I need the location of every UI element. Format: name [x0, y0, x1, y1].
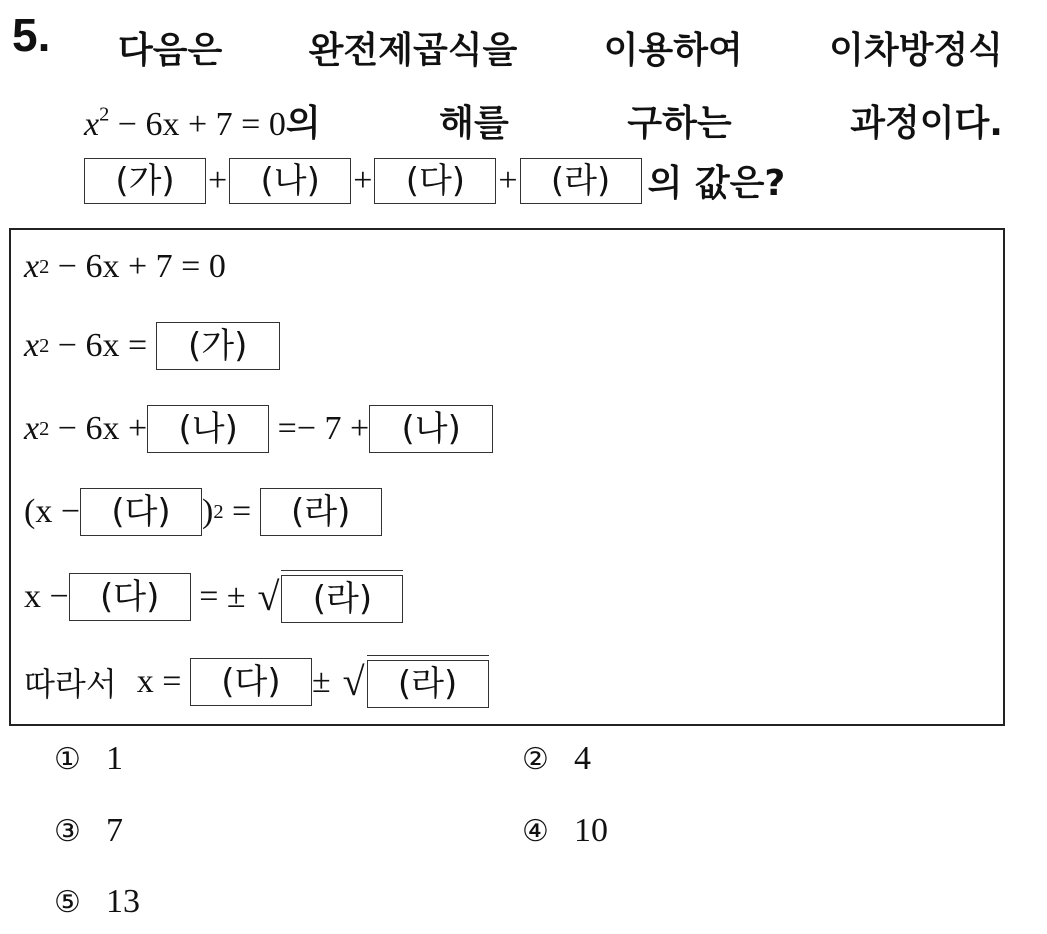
choice-mark: ⑤	[54, 884, 81, 920]
solution-row-3: x 2 − 6x + (나) =− 7 + (나)	[24, 405, 493, 453]
plus-sign: +	[498, 161, 518, 199]
row-text: =	[232, 493, 252, 530]
question-line-2	[84, 95, 1003, 146]
choice-2[interactable]	[522, 740, 591, 778]
choice-3[interactable]	[54, 812, 123, 850]
question-word: 과정이다.	[850, 103, 1003, 144]
choice-value: 1	[106, 740, 123, 777]
question-word: 이용하여	[603, 30, 743, 71]
var-x: x	[24, 410, 40, 447]
sqrt-icon: √	[257, 574, 280, 619]
choice-mark: ③	[54, 813, 81, 849]
choice-value: 7	[106, 812, 123, 849]
solution-row-6	[24, 655, 489, 708]
solution-row-4: (x − (다) ) 2 = (라)	[24, 488, 382, 536]
question-ending: 의 값은?	[647, 163, 786, 204]
radicand	[281, 570, 403, 623]
blank-ra: (라)	[367, 660, 489, 708]
question-word: 해를	[439, 103, 509, 144]
row-text: ±	[311, 662, 331, 700]
exponent: 2	[99, 103, 110, 126]
choice-value: 4	[574, 740, 591, 777]
row-text: − 6x =	[57, 327, 148, 364]
choice-value: 13	[106, 883, 140, 920]
question-word: 이차방정식	[829, 30, 1003, 71]
solution-row-5	[24, 570, 403, 623]
var-x: x	[24, 248, 40, 285]
question-number: 5.	[12, 9, 51, 61]
blank-da: (다)	[80, 488, 202, 536]
choice-1[interactable]	[54, 740, 123, 778]
question-equation	[84, 95, 321, 146]
blank-ra: (라)	[520, 158, 642, 204]
blank-da: (다)	[190, 658, 312, 706]
blank-na: (나)	[147, 405, 269, 453]
row-text: x −	[24, 577, 69, 615]
blank-ga: (가)	[156, 322, 280, 370]
row-text: (x −	[24, 493, 80, 530]
row-text: x =	[136, 662, 182, 700]
blank-ra: (라)	[260, 488, 382, 536]
plus-sign: +	[208, 161, 228, 199]
row-text: − 6x +	[57, 410, 148, 447]
solution-box	[9, 228, 1005, 726]
row-text: =− 7 +	[277, 410, 370, 447]
choice-5[interactable]	[54, 883, 140, 921]
radicand	[367, 655, 489, 708]
choice-4[interactable]	[522, 812, 608, 850]
particle: 의	[285, 103, 321, 144]
row-korean: 따라서	[24, 664, 117, 703]
question-line-1	[118, 22, 1003, 73]
blank-da: (다)	[374, 158, 496, 204]
blank-ga: (가)	[84, 158, 206, 204]
blank-da: (다)	[69, 573, 191, 621]
var-x: x	[24, 327, 40, 364]
question-word: 다음은	[118, 30, 223, 71]
blank-na: (나)	[369, 405, 493, 453]
choice-mark: ④	[522, 813, 549, 849]
row-text: − 6x + 7 = 0	[57, 248, 226, 285]
row-text: )	[202, 493, 214, 530]
question-word: 완전제곱식을	[308, 30, 518, 71]
solution-row-2: x 2 − 6x = (가)	[24, 322, 280, 370]
choice-value: 10	[574, 812, 608, 849]
choice-mark: ②	[522, 741, 549, 777]
blank-na: (나)	[229, 158, 351, 204]
blank-ra: (라)	[281, 575, 403, 623]
choice-mark: ①	[54, 741, 81, 777]
question-word: 구하는	[627, 103, 732, 144]
plus-sign: +	[353, 161, 373, 199]
equation-rest: − 6x + 7 = 0	[117, 106, 286, 143]
row-text: = ±	[199, 577, 246, 615]
var-x: x	[84, 106, 100, 143]
question-line-3	[84, 155, 785, 206]
sqrt-icon: √	[342, 659, 365, 704]
solution-row-1: x 2 − 6x + 7 = 0	[24, 248, 226, 285]
